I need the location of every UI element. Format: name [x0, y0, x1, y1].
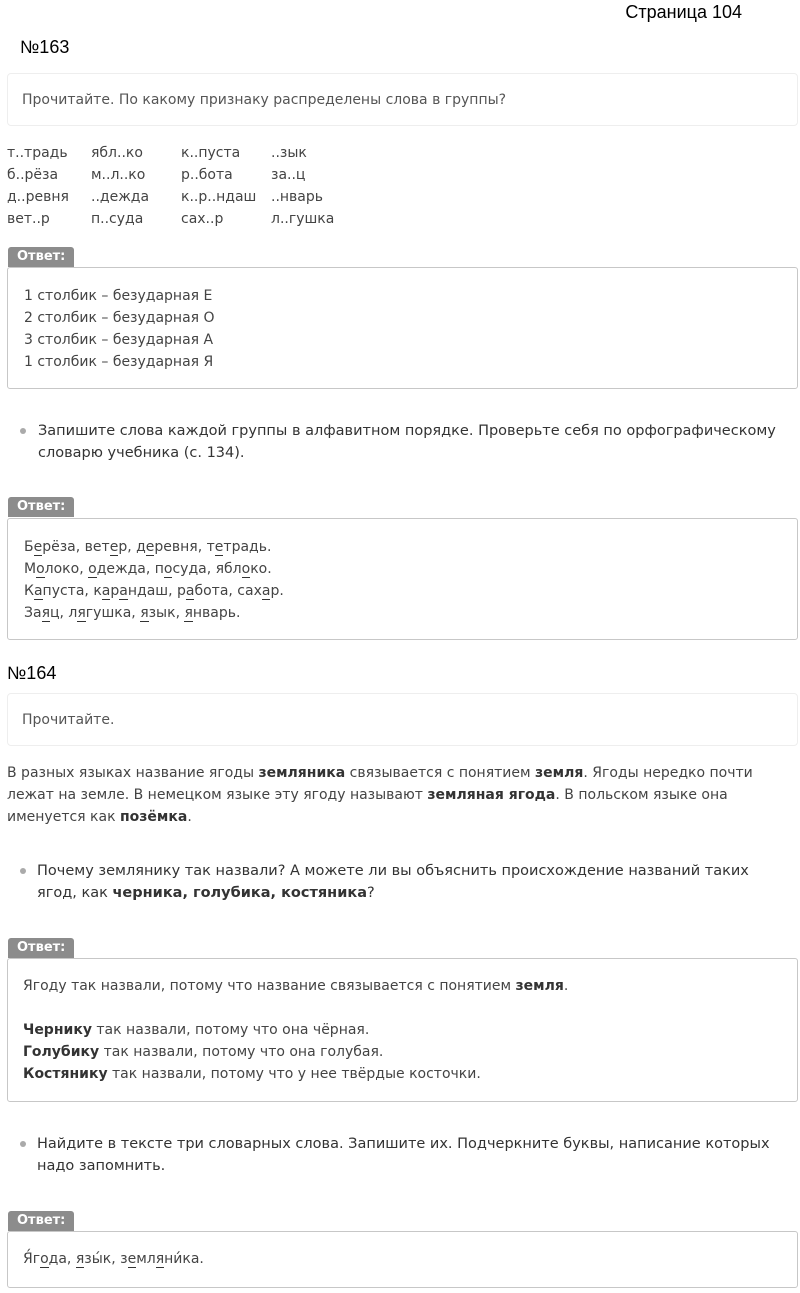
text-segment: бота, сах	[194, 583, 262, 599]
answer-line: 1 столбик – безударная Е	[24, 288, 213, 304]
text-segment: .	[187, 809, 192, 825]
text-segment: дежда, п	[96, 561, 164, 577]
word-table	[7, 142, 341, 230]
text-segment: р, д	[118, 539, 146, 555]
text-segment: гушка,	[85, 605, 141, 621]
bold-term: земля	[535, 765, 584, 781]
bullet-item-164-1	[8, 860, 788, 904]
answer-line	[24, 536, 781, 558]
answer-label: Ответ:	[8, 247, 74, 267]
text-segment: суда, ябл	[172, 561, 242, 577]
answer-line: 3 столбик – безударная А	[24, 332, 214, 348]
text-segment: ?	[367, 885, 375, 901]
text-segment: Я́г	[23, 1251, 41, 1267]
answer-label: Ответ:	[8, 497, 74, 517]
text-segment: .	[563, 978, 569, 994]
underlined-letter: о	[88, 561, 97, 577]
underlined-letter: е	[127, 1251, 137, 1267]
answer-line: 1 столбик – безударная Я	[24, 354, 214, 370]
underlined-letter: а	[33, 583, 43, 599]
text-segment: ни́ка.	[164, 1251, 204, 1267]
text-segment: р	[110, 583, 120, 599]
bullet-text: Запишите слова каждой группы в алфавитном порядке. Проверьте себя по орфографическому словарю учебника (с. 134).	[38, 423, 776, 461]
bullet-dot-icon	[20, 868, 26, 874]
underlined-letter: я	[75, 1251, 85, 1267]
answer-line	[24, 602, 781, 624]
word-cell: ябл..ко	[91, 145, 143, 161]
text-segment: зык,	[148, 605, 185, 621]
underlined-letter: е	[109, 539, 119, 555]
task-164-number: №164	[7, 663, 57, 683]
text-segment: так назвали, потому что она чёрная.	[91, 1022, 370, 1038]
bullet-dot-icon	[20, 1141, 26, 1147]
text-segment: традь.	[223, 539, 272, 555]
bold-term: позёмка	[120, 809, 188, 825]
bullet-text: Найдите в тексте три словарных слова. Запишите их. Подчеркните буквы, написание которых надо запомнить.	[37, 1136, 770, 1174]
answer-line	[23, 975, 782, 997]
text-segment: ревня, т	[154, 539, 215, 555]
underlined-letter: а	[261, 583, 271, 599]
bold-term: земляника	[258, 765, 346, 781]
underlined-letter: а	[185, 583, 195, 599]
underlined-letter: а	[101, 583, 111, 599]
reading-paragraph	[7, 762, 787, 828]
answer-line: 2 столбик – безударная О	[24, 310, 215, 326]
bullet-dot-icon	[20, 428, 26, 434]
word-cell: л..гушка	[271, 211, 335, 227]
bullet-item-164-2	[8, 1133, 788, 1177]
word-cell: б..рёза	[7, 167, 59, 183]
answer-box-164-2	[7, 1231, 798, 1288]
underlined-letter: я	[41, 605, 50, 621]
answer-label: Ответ:	[8, 938, 74, 958]
underlined-letter: а	[119, 583, 128, 599]
word-row	[7, 142, 341, 164]
underlined-letter: о	[36, 561, 45, 577]
word-cell: ..зык	[271, 145, 307, 161]
text-segment: Ягоду так назвали, потому что название связывается с понятием	[23, 978, 516, 994]
answer-line	[23, 1019, 782, 1041]
bold-term: земляная ягода	[427, 787, 556, 803]
text-segment: так назвали, потому что у нее твёрдые косточки.	[107, 1066, 481, 1082]
answer-box-163-1	[7, 267, 798, 389]
bullet-item-163	[8, 420, 788, 464]
word-row	[7, 164, 341, 186]
answer-line	[23, 997, 782, 1019]
task-163-prompt-box	[7, 73, 798, 126]
underlined-letter: е	[33, 539, 43, 555]
word-cell: вет..р	[7, 211, 50, 227]
underlined-letter: я	[184, 605, 193, 621]
underlined-letter: е	[214, 539, 224, 555]
word-cell: р..бота	[181, 167, 233, 183]
word-cell: м..л..ко	[91, 167, 146, 183]
text-segment: Почему землянику так назвали? А можете ли вы объяснить происхождение названий таких ягод, как	[37, 863, 749, 901]
answer-box-163-2	[7, 518, 798, 640]
underlined-letter: о	[163, 561, 173, 577]
task-164-prompt: Прочитайте.	[22, 711, 115, 728]
word-row	[7, 208, 341, 230]
word-cell: к..пуста	[181, 145, 241, 161]
answer-line	[23, 1041, 782, 1063]
text-segment: ц, л	[49, 605, 78, 621]
underlined-letter: я	[140, 605, 149, 621]
bold-term: земля	[515, 978, 564, 994]
bullet-text	[37, 863, 749, 901]
text-segment: В разных языках название ягоды	[7, 765, 259, 781]
answer-label: Ответ:	[8, 1211, 74, 1231]
bold-term: Голубику	[23, 1044, 100, 1060]
word-cell: к..р..ндаш	[181, 189, 257, 205]
text-segment: р.	[270, 583, 284, 599]
answer-line	[24, 558, 781, 580]
underlined-letter: о	[40, 1251, 49, 1267]
text-segment: да,	[48, 1251, 76, 1267]
answer-line	[23, 1063, 782, 1085]
underlined-letter: о	[241, 561, 251, 577]
word-cell: т..традь	[7, 145, 68, 161]
underlined-letter: я	[155, 1251, 165, 1267]
text-segment: локо,	[44, 561, 89, 577]
word-cell: за..ц	[271, 167, 306, 183]
text-segment: мл	[136, 1251, 156, 1267]
bold-term: Чернику	[23, 1022, 92, 1038]
bold-term: черника, голубика, костяника	[112, 885, 367, 901]
text-segment: пуста, к	[42, 583, 102, 599]
page-number: Страница 104	[625, 2, 742, 22]
text-segment: ндаш, р	[127, 583, 186, 599]
text-segment: ко.	[250, 561, 272, 577]
text-segment: К	[24, 583, 34, 599]
underlined-letter: я	[77, 605, 86, 621]
text-segment: . Ягоды нередко почти лежат на земле. В немецком языке эту ягоду называют	[7, 765, 753, 803]
word-cell: п..суда	[91, 211, 144, 227]
task-164-prompt-box	[7, 693, 798, 746]
bold-term: Костянику	[23, 1066, 108, 1082]
answer-line	[24, 580, 781, 602]
text-segment: М	[24, 561, 37, 577]
word-cell: ..дежда	[91, 189, 150, 205]
text-segment: рёза, вет	[42, 539, 110, 555]
text-segment: зы́к, з	[84, 1251, 128, 1267]
task-163-prompt: Прочитайте. По какому признаку распределены слова в группы?	[22, 91, 507, 108]
text-segment: За	[24, 605, 42, 621]
word-row	[7, 186, 341, 208]
text-segment: . В польском языке она именуется как	[7, 787, 728, 825]
text-segment: нварь.	[192, 605, 241, 621]
text-segment: так назвали, потому что она голубая.	[99, 1044, 384, 1060]
underlined-letter: е	[145, 539, 155, 555]
text-segment: Б	[24, 539, 34, 555]
answer-box-164-1	[7, 958, 798, 1102]
answer-line	[23, 1248, 782, 1270]
word-cell: ..нварь	[271, 189, 324, 205]
task-163-number: №163	[20, 37, 70, 57]
word-cell: сах..р	[181, 211, 224, 227]
text-segment: связывается с понятием	[345, 765, 536, 781]
word-cell: д..ревня	[7, 189, 69, 205]
